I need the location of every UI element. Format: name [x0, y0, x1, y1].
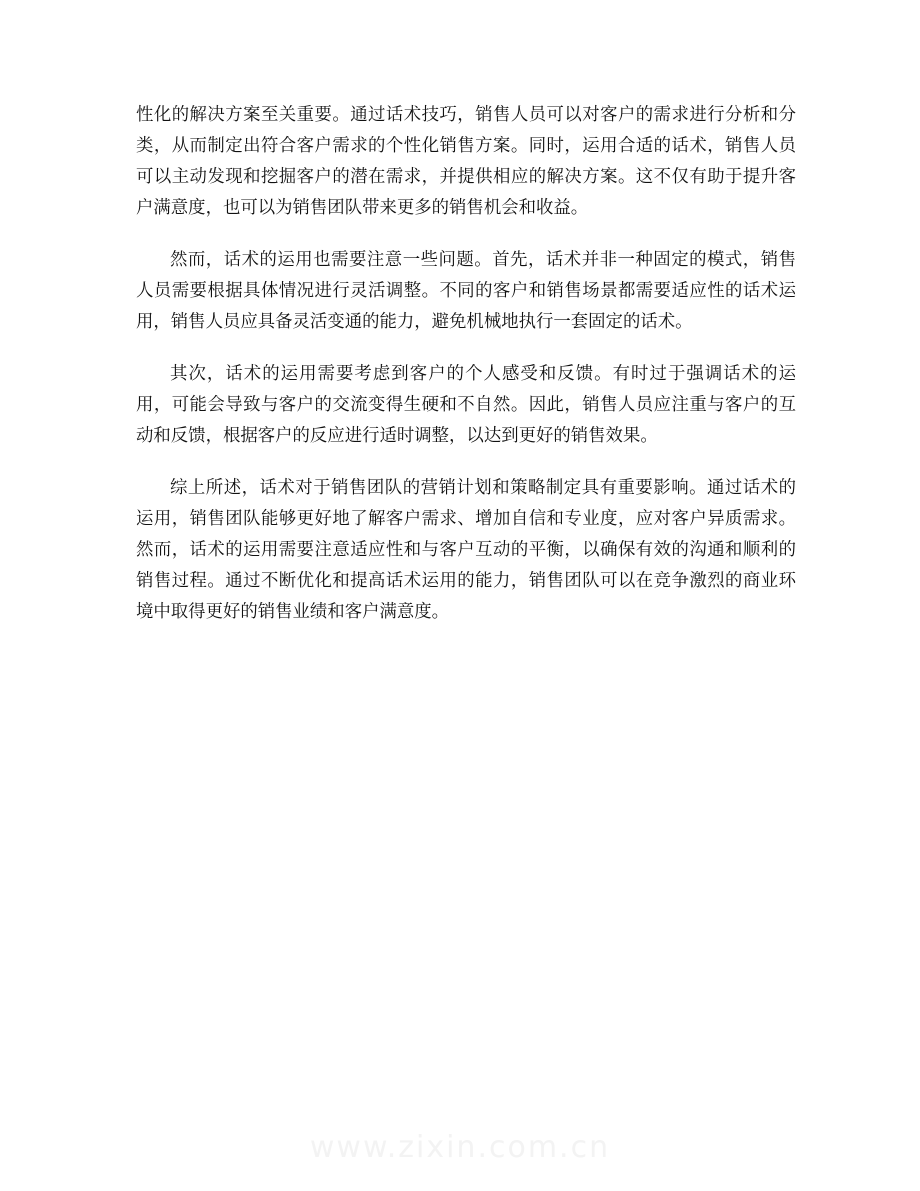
paragraph-continuation: 性化的解决方案至关重要。通过话术技巧，销售人员可以对客户的需求进行分析和分类，从而制定出符合客户需求的个性化销售方案。同时，运用合适的话术，销售人员可以主动发现和挖掘客户的潜在需求，并提供相应的解决方案。这不仅有助于提升客户满意度，也可以为销售团队带来更多的销售机会和收益。 [136, 105, 796, 218]
paragraph-customer-feedback: 其次，话术的运用需要考虑到客户的个人感受和反馈。有时过于强调话术的运用，可能会导致与客户的交流变得生硬和不自然。因此，销售人员应注重与客户的互动和反馈，根据客户的反应进行适时调整，以达到更好的销售效果。 [136, 364, 796, 446]
document-body [136, 100, 796, 649]
paragraph-conclusion: 综上所述，话术对于销售团队的营销计划和策略制定具有重要影响。通过话术的运用，销售团队能够更好地了解客户需求、增加自信和专业度，应对客户异质需求。然而，话术的运用需要注意适应性和与客户互动的平衡，以确保有效的沟通和顺利的销售过程。通过不断优化和提高话术运用的能力，销售团队可以在竞争激烈的商业环境中取得更好的销售业绩和客户满意度。 [136, 478, 796, 622]
paragraph-issues: 然而，话术的运用也需要注意一些问题。首先，话术并非一种固定的模式，销售人员需要根据具体情况进行灵活调整。不同的客户和销售场景都需要适应性的话术运用，销售人员应具备灵活变通的能力，避免机械地执行一套固定的话术。 [136, 250, 796, 332]
watermark: www.zixin.com.cn [309, 1130, 611, 1165]
